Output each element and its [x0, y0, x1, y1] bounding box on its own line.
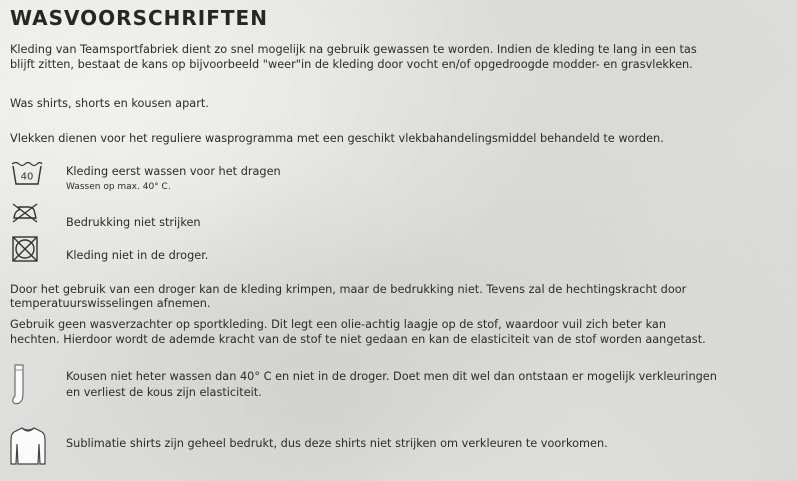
do-not-tumble-dry-icon: [10, 235, 40, 263]
sock-icon: [12, 364, 28, 406]
wash-max-temperature-label: Wassen op max. 40° C.: [66, 182, 171, 192]
wash-before-wearing-label: Kleding eerst wassen voor het dragen: [66, 165, 281, 178]
intro-line-2: blijft zitten, bestaat de kans op bijvoorbeeld "weer"in de kleding door vocht en/of opgedroogde modder- en grasvlekken.: [10, 58, 693, 71]
do-not-tumble-dry-label: Kleding niet in de droger.: [66, 249, 209, 262]
page-title: WASVOORSCHRIFTEN: [10, 6, 268, 30]
socks-note-line-2: en verliest de kous zijn elasticiteit.: [66, 386, 262, 399]
sublimation-shirts-note: Sublimatie shirts zijn geheel bedrukt, dus deze shirts niet strijken om verkleuren te voorkomen.: [66, 437, 608, 450]
wash-temperature-text: 40: [20, 171, 34, 183]
do-not-iron-print-label: Bedrukking niet strijken: [66, 216, 201, 229]
dryer-note-line-1: Door het gebruik van een droger kan de kleding krimpen, maar de bedrukking niet. Tevens zal de hechtingskracht door: [10, 283, 687, 296]
dryer-note-line-2: temperatuurswisselingen afnemen.: [10, 297, 211, 310]
softener-note-line-2: hechten. Hierdoor wordt de ademde kracht van de stof te niet gedaan en kan de elasticiteit van de stof worden aangetast.: [10, 333, 706, 346]
do-not-iron-icon: [10, 203, 40, 223]
shirt-icon: [10, 426, 46, 466]
stain-treatment-note: Vlekken dienen voor het reguliere wasprogramma met een geschikt vlekbahandelingsmiddel behandeld te worden.: [10, 132, 664, 145]
wash-40-icon: [10, 160, 44, 186]
separate-wash-note: Was shirts, shorts en kousen apart.: [10, 97, 209, 110]
socks-note-line-1: Kousen niet heter wassen dan 40° C en niet in de droger. Doet men dit wel dan ontstaan er mogelijk verkleuringen: [66, 370, 717, 383]
softener-note-line-1: Gebruik geen wasverzachter op sportkleding. Dit legt een olie-achtig laagje op de stof, waardoor vuil zich beter kan: [10, 318, 667, 331]
intro-line-1: Kleding van Teamsportfabriek dient zo snel mogelijk na gebruik gewassen te worden. Indien de kleding te lang in een tas: [10, 43, 697, 56]
